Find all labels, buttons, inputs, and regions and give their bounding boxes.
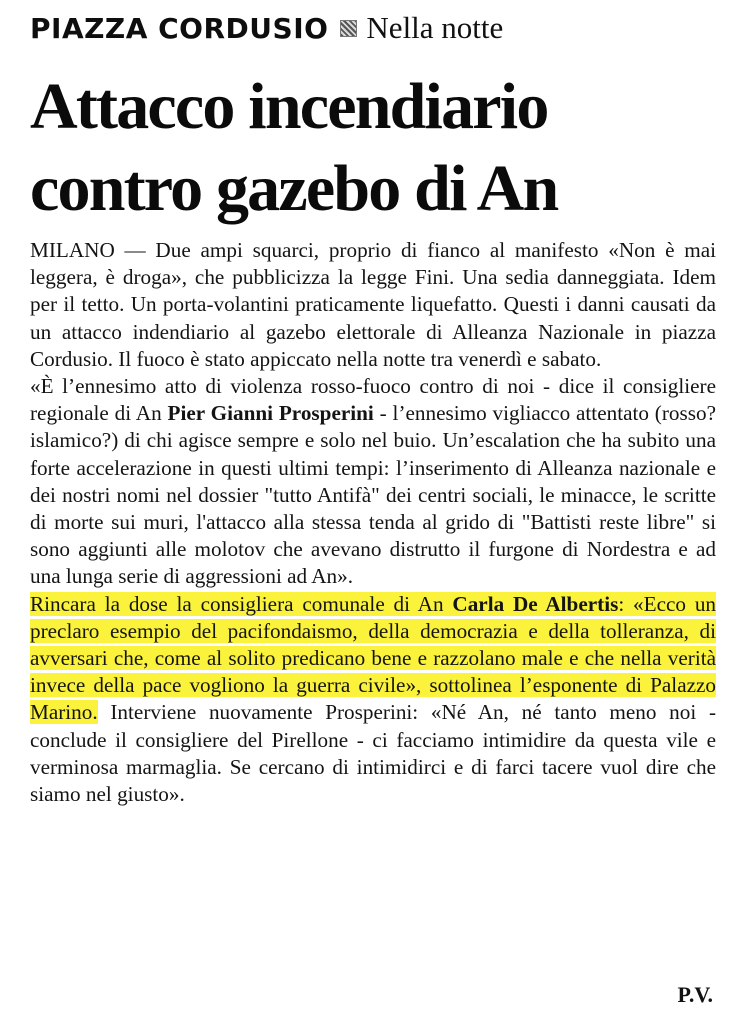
person-name-prosperini: Pier Gianni Prosperini bbox=[167, 401, 374, 426]
kicker-separator-square-icon bbox=[340, 20, 357, 37]
paragraph-3-start: Rincara la dose la consigliera comunale di An bbox=[30, 591, 453, 616]
paragraph-3 bbox=[30, 591, 716, 809]
headline bbox=[30, 66, 720, 230]
paragraph-2-end: - l’ennesimo vigliacco attentato (rosso? islamico?) di chi agisce sempre e solo nel buio. Un’escalation che ha subito una forte accelerazione in questi ultimi tempi: l’inserimento di Alleanza nazionale e dei nostri nomi nel dossier "tutto Antifà" dei centri sociali, le minacce, le scritte di morte sui muri, l'attacco alla stessa tenda al grido di "Battisti reste libre" si sono aggiunti alle molotov che avevano distrutto il furgone di Nordestra e ad una lunga serie di aggressioni ad An». bbox=[30, 401, 716, 589]
paragraph-2 bbox=[30, 373, 716, 591]
paragraph-3-quote: : «Ecco un preclaro esempio del pacifondaismo, della democrazia e della tolleranza, di avversari che, come al solito predicano bene e razzolano male e che nella verità invece della pace vogliono la guerra civile», sottolinea l’esponente di Palazzo Marino. bbox=[30, 591, 717, 725]
paragraph-1: MILANO — Due ampi squarci, proprio di fianco al manifesto «Non è mai leggera, è droga», che pubblicizza la legge Fini. Una sedia danneggiata. Idem per il tetto. Un porta-volantini praticamente liquefatto. Questi i danni causati da un attacco indendiario al gazebo elettorale di Alleanza Nazionale in piazza Cordusio. Il fuoco è stato appiccato nella notte tra venerdì e sabato. bbox=[30, 238, 716, 371]
kicker-note: Nella notte bbox=[366, 10, 504, 45]
headline-line-2: contro gazebo di An bbox=[30, 152, 558, 225]
person-name-de-albertis: Carla De Albertis bbox=[452, 591, 619, 616]
paragraph-2-start: «È l’ennesimo atto di violenza rosso-fuoco contro di noi - dice il consigliere regionale di An bbox=[30, 374, 716, 426]
kicker bbox=[30, 8, 503, 48]
headline-line-1: Attacco incendiario bbox=[30, 70, 548, 143]
byline: P.V. bbox=[677, 982, 713, 1007]
article-body bbox=[30, 237, 716, 808]
paragraph-3-end: Interviene nuovamente Prosperini: «Né An, né tanto meno noi - conclude il consigliere del Pirellone - ci facciamo intimidire da questa vile e verminosa marmaglia. Se cercano di intimidirci e di farci tacere vuol dire che siamo nel giusto». bbox=[30, 700, 716, 807]
kicker-place: PIAZZA CORDUSIO bbox=[30, 11, 329, 45]
